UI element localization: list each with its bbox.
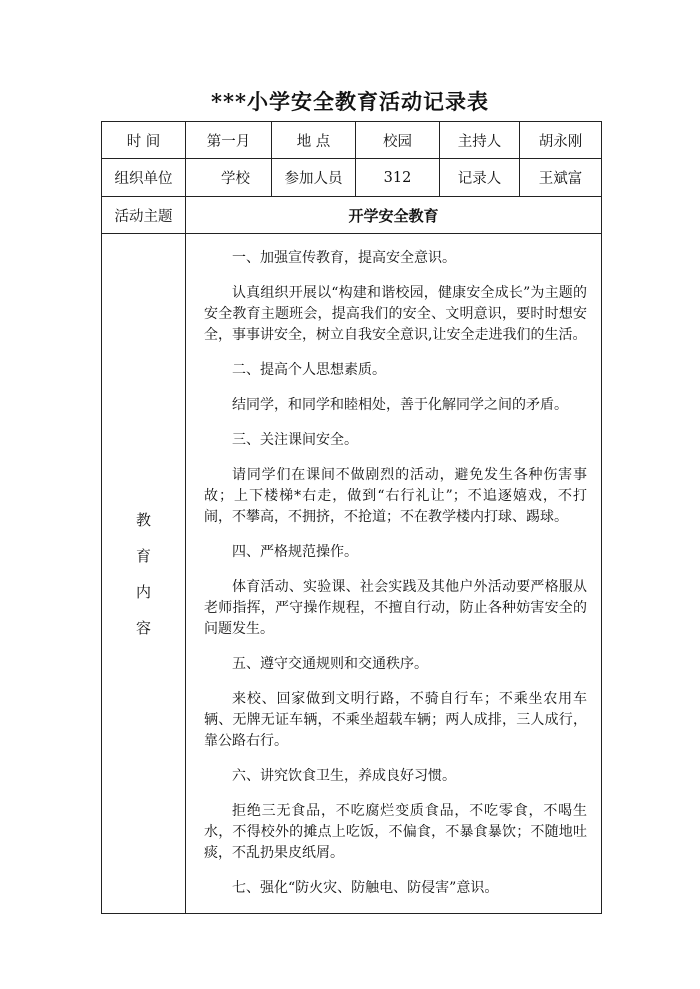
document-title: ***小学安全教育活动记录表	[211, 89, 489, 114]
time-value: 第一月	[186, 122, 272, 159]
record-table	[101, 121, 602, 914]
recorder-value: 王斌富	[520, 159, 602, 197]
table-row-org	[102, 159, 602, 197]
section-heading: 五、遵守交通规则和交通秩序。	[232, 656, 428, 672]
section-heading: 四、严格规范操作。	[232, 544, 358, 560]
org-label: 组织单位	[102, 159, 186, 197]
time-label: 时 间	[102, 122, 186, 159]
recorder-label: 记录人	[440, 159, 520, 197]
participants-label: 参加人员	[272, 159, 356, 197]
table-row-content	[102, 234, 602, 914]
participants-value: 312	[356, 159, 440, 197]
host-label: 主持人	[440, 122, 520, 159]
content-label	[102, 234, 185, 913]
section-body: 认真组织开展以“构建和谐校园，健康安全成长”为主题的安全教育主题班会，提高我们的安全、文明意识，要时时想安全，事事讲安全，树立自我安全意识,让安全走进我们的生活。	[204, 285, 587, 343]
content-label-cell	[102, 234, 186, 914]
theme-value: 开学安全教育	[186, 197, 602, 234]
section-body: 结同学，和同学和睦相处，善于化解同学之间的矛盾。	[232, 397, 568, 413]
content-cell	[186, 234, 602, 914]
table-row-theme	[102, 197, 602, 234]
content-label-char: 内	[135, 582, 151, 601]
table-row-time	[102, 122, 602, 159]
content-label-char: 容	[135, 618, 151, 637]
section-body: 拒绝三无食品，不吃腐烂变质食品，不吃零食，不喝生水，不得校外的摊点上吃饭，不偏食，不暴食暴饮；不随地吐痰，不乱扔果皮纸屑。	[204, 803, 587, 861]
content-label-char: 育	[135, 546, 151, 565]
org-value: 学校	[186, 159, 272, 197]
theme-label: 活动主题	[102, 197, 186, 234]
section-body: 来校、回家做到文明行路，不骑自行车；不乘坐农用车辆、无牌无证车辆，不乘坐超载车辆；两人成排，三人成行，靠公路右行。	[204, 691, 587, 749]
section-heading: 三、关注课间安全。	[232, 432, 358, 448]
section-body: 体育活动、实验课、社会实践及其他户外活动要严格服从老师指挥，严守操作规程，不擅自行动，防止各种妨害安全的问题发生。	[204, 579, 587, 637]
section-heading: 七、强化“防火灾、防触电、防侵害”意识。	[232, 880, 499, 896]
section-heading: 二、提高个人思想素质。	[232, 362, 386, 378]
place-value: 校园	[356, 122, 440, 159]
content-label-char: 教	[135, 510, 151, 529]
section-body: 请同学们在课间不做剧烈的活动，避免发生各种伤害事故；上下楼梯*右走，做到“右行礼让”；不追逐嬉戏，不打闹，不攀高，不拥挤，不抢道；不在教学楼内打球、踢球。	[204, 467, 587, 525]
place-label: 地 点	[272, 122, 356, 159]
host-value: 胡永刚	[520, 122, 602, 159]
section-heading: 六、讲究饮食卫生，养成良好习惯。	[232, 768, 456, 784]
content-body	[186, 234, 601, 899]
section-heading: 一、加强宣传教育，提高安全意识。	[232, 250, 456, 266]
